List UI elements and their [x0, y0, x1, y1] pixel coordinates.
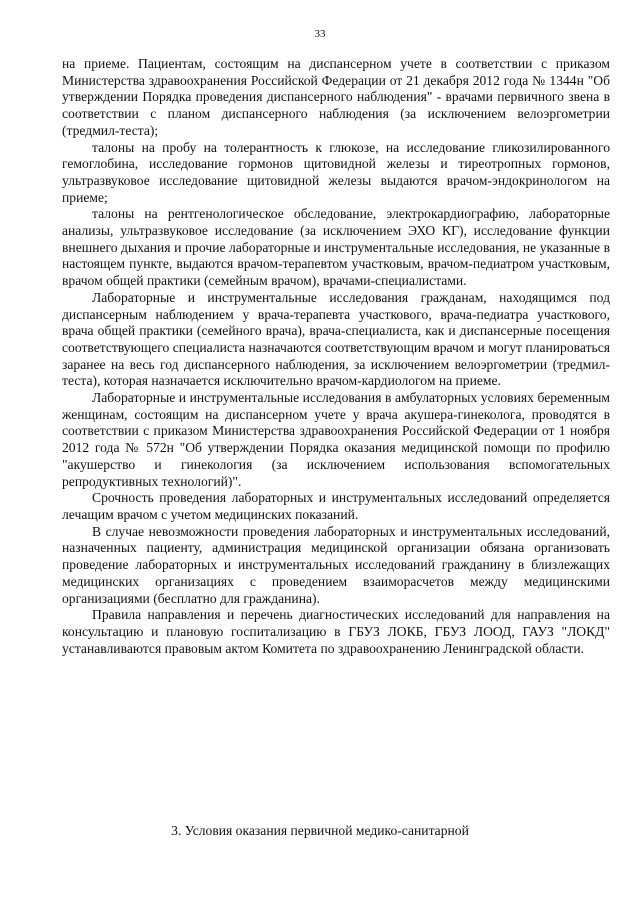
paragraph: талоны на рентгенологическое обследование, электрокардиографию, лабораторные анализы, ультразвуковое исследование (за исключением ЭХО КГ), исследование функции внешнего дыхания и прочие лабораторные и инструментальные исследования, не указанные в настоящем пункте, выдаются врачом-терапевтом участковым, врачом-педиатром участковым, врачом общей практики (семейным врачом), врачами-специалистами. — [62, 206, 610, 289]
page-number: 33 — [314, 28, 326, 40]
section-heading: 3. Условия оказания первичной медико-санитарной — [171, 823, 469, 838]
paragraph-continuation: на приеме. Пациентам, состоящим на диспансерном учете в соответствии с приказом Министерства здравоохранения Российской Федерации от 21 декабря 2012 года № 1344н "Об утверждении Порядка проведения диспансерного наблюдения" - врачами первичного звена в соответствии с планом диспансерного наблюдения (за исключением велоэргометрии (тредмил-теста); — [62, 56, 610, 138]
body-text — [62, 56, 610, 657]
paragraph: Лабораторные и инструментальные исследования в амбулаторных условиях беременным женщинам, состоящим на диспансерном учете у врача акушера-гинеколога, проводятся в соответствии с приказом Министерства здравоохранения Российской Федерации от 1 ноября 2012 года № 572н "Об утверждении Порядка оказания медицинской помощи по профилю "акушерство и гинекология (за исключением использования вспомогательных репродуктивных технологий)". — [62, 390, 610, 489]
paragraph: Лабораторные и инструментальные исследования гражданам, находящимся под диспансерным наблюдением у врача-терапевта участкового, врача-педиатра участкового, врача общей практики (семейного врача), врача-специалиста, как и диспансерные посещения соответствующего специалиста назначаются соответствующим врачом и могут планироваться заранее на весь год диспансерного наблюдения, за исключением велоэргометрии (тредмил-теста), которая назначается исключительно врачом-кардиологом на приеме. — [62, 289, 610, 389]
paragraph: талоны на пробу на толерантность к глюкозе, на исследование гликозилированного гемоглобина, исследование гормонов щитовидной железы и тиреотропных гормонов, ультразвуковое исследование щитовидной железы выдаются врачом-эндокринологом на приеме; — [62, 139, 610, 205]
paragraph: В случае невозможности проведения лабораторных и инструментальных исследований, назначенных пациенту, администрация медицинской организации обязана организовать проведение лабораторных и инструментальных исследований гражданину в близлежащих медицинских организациях с проведением взаиморасчетов между медицинскими организациями (бесплатно для гражданина). — [62, 523, 610, 606]
paragraph: Правила направления и перечень диагностических исследований для направления на консультацию и плановую госпитализацию в ГБУЗ ЛОКБ, ГБУЗ ЛООД, ГАУЗ "ЛОКД" устанавливаются правовым актом Комитета по здравоохранению Ленинградской области. — [62, 607, 610, 656]
paragraph: Срочность проведения лабораторных и инструментальных исследований определяется лечащим врачом с учетом медицинских показаний. — [62, 490, 610, 522]
